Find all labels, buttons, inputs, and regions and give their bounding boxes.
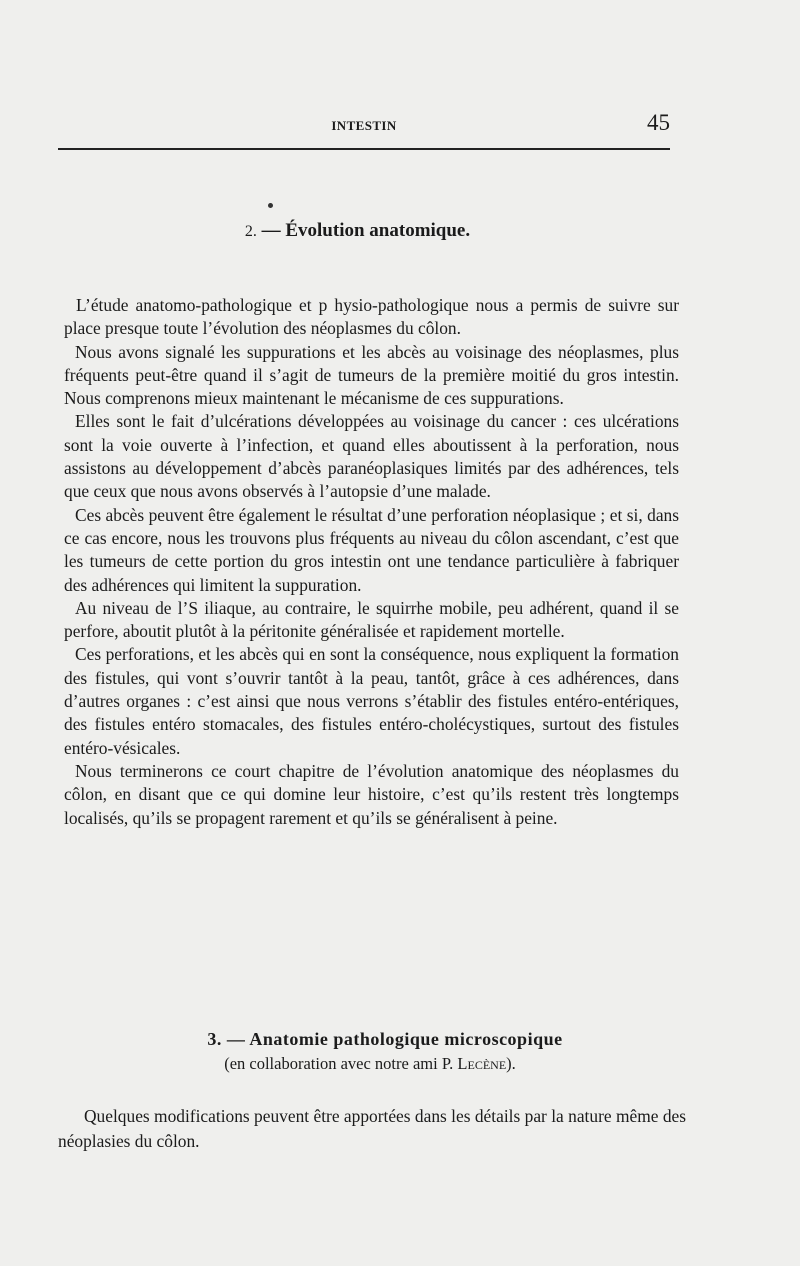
header-rule [58, 148, 670, 150]
paragraph: Nous avons signalé les suppurations et les abcès au voisinage des néoplasmes, plus fréquents peut-être quand il s’agit de tumeurs de la première moitié du gros intestin. Nous comprenons mieux maintenant le mécanisme de ces suppurations. [64, 341, 679, 409]
section-3-subtitle [150, 1054, 590, 1074]
subtitle-suffix: ). [506, 1054, 516, 1073]
paragraph: Elles sont le fait d’ulcérations développées au voisinage du cancer : ces ulcérations sont la voie ouverte à l’infection, et quand elles aboutissent à la perforation, nous assistons au développement d’abcès paranéoplasiques limités par des adhérences, tels que ceux que nous avons observés à l’autopsie d’une malade. [64, 411, 679, 502]
subtitle-prefix: (en collaboration avec notre ami P. [224, 1054, 458, 1073]
section-2-title: — Évolution anatomique. [261, 220, 471, 241]
section-2-body [64, 294, 679, 830]
section-2-number: 2. [244, 223, 257, 240]
paragraph: Nous terminerons ce court chapitre de l’évolution anatomique des néoplasmes du côlon, en disant que ce qui domine leur histoire, c’est qu’ils restent très longtemps localisés, qu’ils se propagent rarement et qu’ils se généralisent à peine. [64, 760, 679, 828]
page-number: 45 [647, 110, 670, 135]
paragraph: Au niveau de l’S iliaque, au contraire, le squirrhe mobile, peu adhérent, quand il se perfore, aboutit plutôt à la péritonite généralisée et rapidement mortelle. [64, 597, 679, 642]
running-head [58, 110, 670, 140]
section-3-body [58, 1104, 686, 1154]
paragraph: L’étude anatomo-pathologique et p hysio-pathologique nous a permis de suivre sur place presque toute l’évolution des néoplasmes du côlon. [64, 295, 679, 339]
collaborator-name: Lecène [457, 1054, 507, 1073]
section-3-heading: 3. — Anatomie pathologique microscopique [207, 1029, 563, 1049]
paragraph: Quelques modifications peuvent être apportées dans les détails par la nature même des néoplasies du côlon. [58, 1106, 686, 1151]
section-2-heading [0, 220, 715, 242]
ink-dot [268, 203, 273, 208]
paragraph: Ces perforations, et les abcès qui en sont la conséquence, nous expliquent la formation des fistules, qui vont s’ouvrir tantôt à la peau, tantôt, grâce à ces adhérences, dans d’autres organes : c’est ainsi que nous verrons s’établir des fistules entéro-entériques, des fistules entéro stomacales, des fistules entéro-cholécystiques, surtout des fistules entéro-vésicales. [64, 644, 679, 758]
running-title: INTESTIN [331, 118, 397, 133]
paragraph: Ces abcès peuvent être également le résultat d’une perforation néoplasique ; et si, dans ce cas encore, nous les trouvons plus fréquents au niveau du côlon ascendant, c’est que les tumeurs de cette portion du gros intestin ont une tendance particulière à fabriquer des adhérences qui limitent la suppuration. [64, 504, 679, 595]
